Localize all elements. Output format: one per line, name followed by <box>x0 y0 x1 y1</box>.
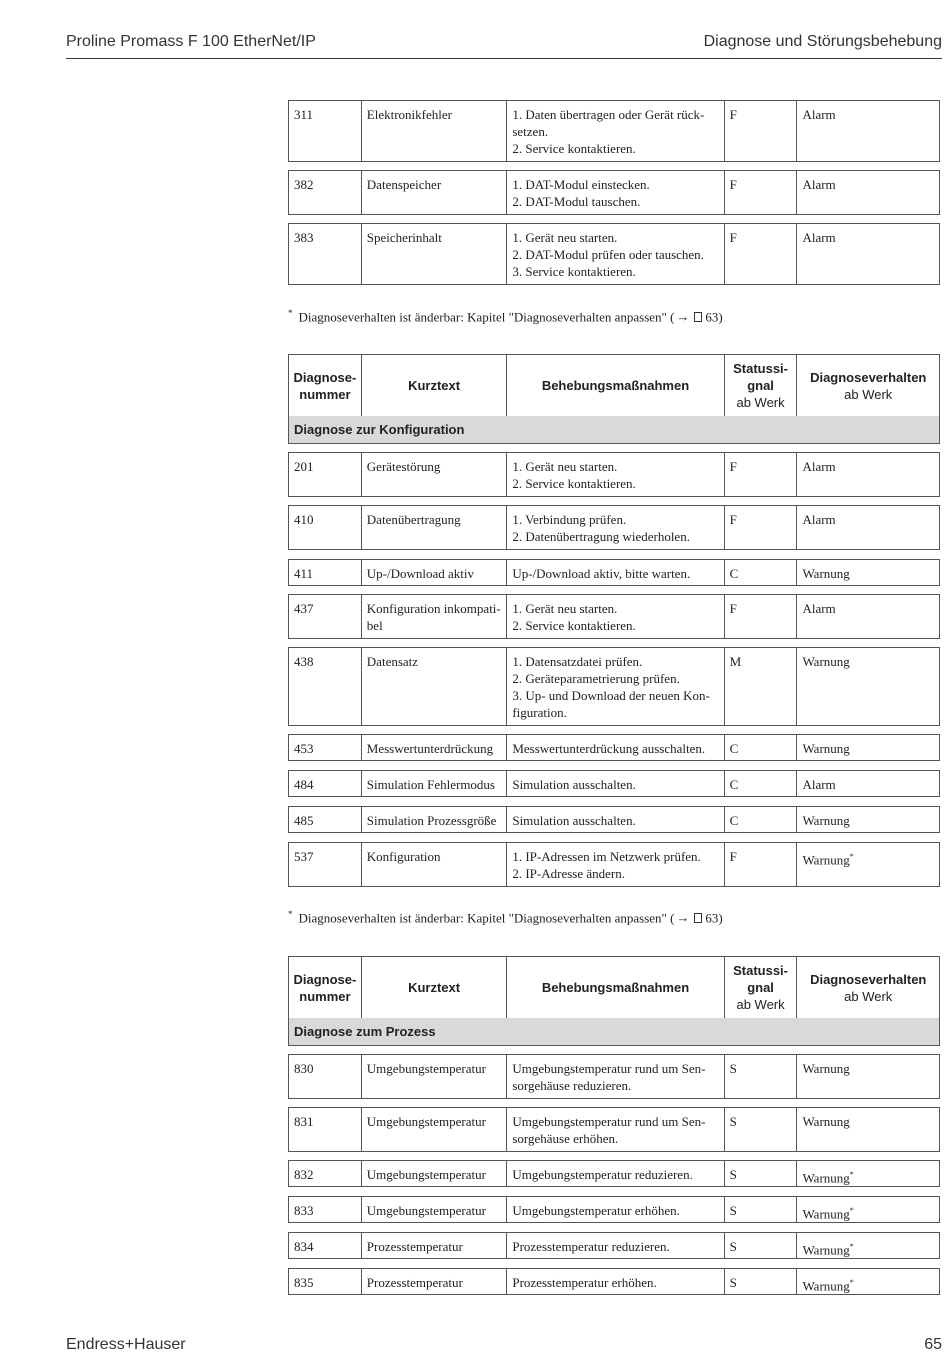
diagnostic-behavior: Warnung <box>802 1170 850 1186</box>
diagnostic-behavior-cell <box>796 506 939 549</box>
diagnosis-number-cell <box>289 560 361 585</box>
remedy-cell <box>506 771 723 796</box>
diagnostic-behavior: Warnung <box>802 654 850 669</box>
status-signal-cell <box>724 1161 797 1186</box>
diagnosis-number: 830 <box>294 1061 314 1076</box>
short-text-line: Konfiguration <box>366 849 441 864</box>
status-signal-cell <box>724 1197 797 1222</box>
diagnosis-number-cell <box>289 1197 361 1222</box>
diagnosis-number-cell <box>289 1108 361 1151</box>
table-row <box>288 770 940 797</box>
header-diagnostic-behavior <box>796 355 939 416</box>
header-line: Diagnose- <box>293 971 357 987</box>
diagnosis-number: 831 <box>294 1114 314 1129</box>
diagnosis-number: 537 <box>294 849 314 864</box>
status-signal-cell <box>724 648 797 725</box>
diagnostic-behavior: Alarm <box>802 512 836 527</box>
header-line: Kurztext <box>408 378 461 393</box>
remedy-line: Prozesstemperatur erhöhen. <box>512 1275 657 1290</box>
status-signal: C <box>729 777 739 792</box>
footnote-star: * <box>288 909 293 919</box>
diagnosis-number: 438 <box>294 654 314 669</box>
remedy-line: sorgehäuse reduzieren. <box>512 1078 632 1093</box>
remedy-line: Prozesstemperatur reduzieren. <box>512 1239 670 1254</box>
diagnostic-behavior: Warnung <box>802 1242 850 1258</box>
section-title: Diagnose zur Konfiguration <box>288 416 940 444</box>
header-diagnosis-number <box>289 355 361 416</box>
page-number: 65 <box>924 1336 942 1353</box>
status-signal-cell <box>724 1269 797 1294</box>
remedy-line: sorgehäuse erhöhen. <box>512 1131 619 1146</box>
diagnostic-behavior: Alarm <box>802 777 836 792</box>
short-text-cell <box>361 595 507 638</box>
header-status-signal <box>724 355 797 416</box>
diagnosis-number-cell <box>289 735 361 760</box>
page-reference-icon <box>694 312 702 322</box>
remedy-cell <box>506 843 723 886</box>
remedy-line: 1. IP-Adressen im Netzwerk prüfen. <box>512 849 701 864</box>
short-text-line: Datenübertragung <box>366 512 461 527</box>
diagnostic-behavior: Alarm <box>802 601 836 616</box>
status-signal-cell <box>724 735 797 760</box>
diagnosis-number-cell <box>289 506 361 549</box>
header-line: gnal <box>747 980 774 995</box>
status-signal-cell <box>724 224 797 284</box>
remedy-cell <box>506 648 723 725</box>
status-signal: S <box>729 1203 737 1218</box>
status-signal: F <box>729 512 737 527</box>
diagnosis-number-cell <box>289 171 361 214</box>
company-name: Endress+Hauser <box>66 1336 186 1353</box>
arrow-icon: → <box>676 910 690 926</box>
remedy-cell <box>506 1161 723 1186</box>
diagnostic-behavior: Warnung <box>802 852 850 868</box>
remedy-cell <box>506 453 723 496</box>
header-line: Kurztext <box>408 980 461 995</box>
diagnostic-behavior-cell <box>796 224 939 284</box>
table-row <box>288 559 940 586</box>
short-text-cell <box>361 735 507 760</box>
footnote-marker: * <box>849 1242 854 1251</box>
diagnosis-number: 484 <box>294 777 314 792</box>
diagnostic-behavior: Alarm <box>802 230 836 245</box>
diagnosis-number-cell <box>289 1161 361 1186</box>
diagnosis-number-cell <box>289 807 361 832</box>
remedy-cell <box>506 807 723 832</box>
remedy-line: 1. Gerät neu starten. <box>512 601 618 616</box>
diagnosis-number: 835 <box>294 1275 314 1290</box>
status-signal: S <box>729 1239 737 1254</box>
remedy-cell <box>506 1269 723 1294</box>
short-text-line: Messwertunterdrückung <box>366 741 494 756</box>
status-signal-cell <box>724 453 797 496</box>
header-line: Behebungsmaßnahmen <box>541 980 690 995</box>
footnote-marker: * <box>849 852 854 861</box>
short-text-line: Gerätestörung <box>366 459 441 474</box>
remedy-line: 1. Daten übertragen oder Gerät rück- <box>512 107 705 122</box>
remedy-line: Umgebungstemperatur reduzieren. <box>512 1167 693 1182</box>
remedy-line: 2. Service kontaktieren. <box>512 618 636 633</box>
diagnosis-number-cell <box>289 453 361 496</box>
status-signal: S <box>729 1167 737 1182</box>
header-line: Statussi- <box>733 361 788 376</box>
remedy-line: 1. Gerät neu starten. <box>512 230 618 245</box>
diagnostic-behavior: Warnung <box>802 1114 850 1129</box>
short-text-cell <box>361 1161 507 1186</box>
diagnostic-behavior: Warnung <box>802 566 850 581</box>
document-title: Proline Promass F 100 EtherNet/IP <box>66 33 316 50</box>
short-text-cell <box>361 771 507 796</box>
remedy-cell <box>506 1197 723 1222</box>
remedy-cell <box>506 595 723 638</box>
diagnosis-number: 833 <box>294 1203 314 1218</box>
diagnostic-behavior-cell <box>796 1055 939 1098</box>
short-text-cell <box>361 843 507 886</box>
short-text-line: Simulation Prozessgröße <box>366 813 497 828</box>
diagnosis-number: 201 <box>294 459 314 474</box>
footnote-marker: * <box>849 1170 854 1179</box>
header-line: gnal <box>747 378 774 393</box>
diagnosis-number-cell <box>289 843 361 886</box>
status-signal-cell <box>724 595 797 638</box>
status-signal-cell <box>724 1108 797 1151</box>
diagnosis-number: 834 <box>294 1239 314 1254</box>
header-line: Diagnoseverhalten <box>810 369 927 385</box>
diagnosis-number-cell <box>289 648 361 725</box>
header-subline: ab Werk <box>736 395 785 410</box>
short-text-line: Elektronikfehler <box>366 107 452 122</box>
short-text-line: Prozesstemperatur <box>366 1239 463 1254</box>
short-text-cell <box>361 560 507 585</box>
remedy-cell <box>506 1055 723 1098</box>
remedy-cell <box>506 1233 723 1258</box>
status-signal: F <box>729 177 737 192</box>
table-row <box>288 170 940 215</box>
footnote-star: * <box>288 308 293 318</box>
short-text-line: Umgebungstemperatur <box>366 1114 486 1129</box>
status-signal: M <box>729 654 742 669</box>
status-signal-cell <box>724 171 797 214</box>
remedy-line: 1. Gerät neu starten. <box>512 459 618 474</box>
table-row <box>288 452 940 497</box>
status-signal: F <box>729 459 737 474</box>
short-text-line: Datensatz <box>366 654 419 669</box>
header-line: Diagnose- <box>293 369 357 385</box>
status-signal-cell <box>724 506 797 549</box>
table-row <box>288 1232 940 1259</box>
header-short-text <box>361 957 507 1018</box>
remedy-cell <box>506 1108 723 1151</box>
remedy-line: figuration. <box>512 705 567 720</box>
status-signal-cell <box>724 771 797 796</box>
header-subline: ab Werk <box>844 386 893 402</box>
diagnostic-behavior-cell <box>796 1108 939 1151</box>
footnote-marker: * <box>849 1206 854 1215</box>
diagnostic-behavior-cell <box>796 735 939 760</box>
diagnostic-behavior-cell <box>796 453 939 496</box>
remedy-line: 1. Datensatzdatei prüfen. <box>512 654 643 669</box>
remedy-cell <box>506 560 723 585</box>
diagnostic-behavior-cell <box>796 171 939 214</box>
short-text-cell <box>361 453 507 496</box>
diagnostic-behavior: Alarm <box>802 459 836 474</box>
diagnostic-behavior-cell <box>796 101 939 161</box>
header-line: Statussi- <box>733 963 788 978</box>
table-header <box>288 354 940 417</box>
short-text-line: Simulation Fehlermodus <box>366 777 495 792</box>
table-row <box>288 1160 940 1187</box>
remedy-line: 2. DAT-Modul tauschen. <box>512 194 641 209</box>
status-signal-cell <box>724 560 797 585</box>
diagnostic-behavior: Alarm <box>802 107 836 122</box>
status-signal: S <box>729 1275 737 1290</box>
remedy-line: 1. Verbindung prüfen. <box>512 512 627 527</box>
footnote <box>288 909 723 926</box>
remedy-line: Umgebungstemperatur erhöhen. <box>512 1203 680 1218</box>
status-signal-cell <box>724 1055 797 1098</box>
header-line: nummer <box>299 988 351 1004</box>
remedy-line: 2. Service kontaktieren. <box>512 476 636 491</box>
short-text-line: Konfiguration inkompati- <box>366 601 501 616</box>
header-status-signal <box>724 957 797 1018</box>
status-signal: S <box>729 1114 737 1129</box>
remedy-line: Simulation ausschalten. <box>512 813 636 828</box>
status-signal-cell <box>724 843 797 886</box>
header-short-text <box>361 355 507 416</box>
status-signal-cell <box>724 1233 797 1258</box>
remedy-line: Up-/Download aktiv, bitte warten. <box>512 566 691 581</box>
header-remedy <box>506 957 723 1018</box>
remedy-line: Umgebungstemperatur rund um Sen- <box>512 1061 706 1076</box>
table-row <box>288 842 940 887</box>
diagnosis-number-cell <box>289 1269 361 1294</box>
remedy-cell <box>506 224 723 284</box>
header-diagnostic-behavior <box>796 957 939 1018</box>
diagnostic-behavior: Warnung <box>802 741 850 756</box>
remedy-cell <box>506 101 723 161</box>
footnote <box>288 308 723 325</box>
short-text-cell <box>361 807 507 832</box>
short-text-line: Umgebungstemperatur <box>366 1167 486 1182</box>
header-line: Diagnoseverhalten <box>810 971 927 987</box>
short-text-cell <box>361 1197 507 1222</box>
diagnosis-number: 383 <box>294 230 314 245</box>
short-text-cell <box>361 1269 507 1294</box>
header-diagnosis-number <box>289 957 361 1018</box>
status-signal: F <box>729 107 737 122</box>
footnote-page: 63) <box>705 910 723 926</box>
status-signal-cell <box>724 101 797 161</box>
diagnostic-behavior: Warnung <box>802 813 850 828</box>
diagnostic-behavior-cell <box>796 595 939 638</box>
diagnosis-number-cell <box>289 1233 361 1258</box>
short-text-line: Up-/Download aktiv <box>366 566 475 581</box>
diagnosis-number: 411 <box>294 566 314 581</box>
footnote-marker: * <box>849 1278 854 1287</box>
status-signal-cell <box>724 807 797 832</box>
status-signal: F <box>729 849 737 864</box>
table-row <box>288 223 940 285</box>
diagnostic-behavior-cell <box>796 560 939 585</box>
diagnostic-behavior-cell <box>796 771 939 796</box>
remedy-line: 2. Service kontaktieren. <box>512 141 636 156</box>
footnote-text: Diagnoseverhalten ist änderbar: Kapitel "Diagnoseverhalten anpassen" ( <box>298 309 675 325</box>
short-text-cell <box>361 648 507 725</box>
diagnostic-behavior-cell <box>796 1269 939 1294</box>
remedy-line: 3. Up- und Download der neuen Kon- <box>512 688 710 703</box>
remedy-line: 2. DAT-Modul prüfen oder tauschen. <box>512 247 704 262</box>
remedy-line: 2. Geräteparametrierung prüfen. <box>512 671 680 686</box>
short-text-line: bel <box>366 618 383 633</box>
diagnostic-behavior: Alarm <box>802 177 836 192</box>
diagnosis-number-cell <box>289 1055 361 1098</box>
short-text-line: Prozesstemperatur <box>366 1275 463 1290</box>
status-signal: C <box>729 813 739 828</box>
short-text-line: Umgebungstemperatur <box>366 1203 486 1218</box>
footnote-text: Diagnoseverhalten ist änderbar: Kapitel "Diagnoseverhalten anpassen" ( <box>298 910 675 926</box>
remedy-line: 2. IP-Adresse ändern. <box>512 866 625 881</box>
table-row <box>288 505 940 550</box>
diagnostic-behavior: Warnung <box>802 1278 850 1294</box>
diagnostic-behavior-cell <box>796 1233 939 1258</box>
remedy-cell <box>506 506 723 549</box>
remedy-cell <box>506 735 723 760</box>
section-title: Diagnose zum Prozess <box>288 1018 940 1046</box>
table-row <box>288 1268 940 1295</box>
arrow-icon: → <box>676 309 690 325</box>
remedy-line: Umgebungstemperatur rund um Sen- <box>512 1114 706 1129</box>
remedy-line: 1. DAT-Modul einstecken. <box>512 177 650 192</box>
short-text-cell <box>361 1233 507 1258</box>
page-header <box>66 33 942 59</box>
short-text-cell <box>361 171 507 214</box>
remedy-line: 3. Service kontaktieren. <box>512 264 636 279</box>
header-subline: ab Werk <box>844 988 893 1004</box>
remedy-line: Simulation ausschalten. <box>512 777 636 792</box>
status-signal: F <box>729 230 737 245</box>
page-reference-icon <box>694 913 702 923</box>
short-text-cell <box>361 1108 507 1151</box>
table-row <box>288 100 940 162</box>
remedy-cell <box>506 171 723 214</box>
table-row <box>288 1196 940 1223</box>
table-row <box>288 647 940 726</box>
status-signal: C <box>729 741 739 756</box>
status-signal: S <box>729 1061 737 1076</box>
diagnosis-number-cell <box>289 595 361 638</box>
header-subline: ab Werk <box>736 997 785 1012</box>
short-text-cell <box>361 224 507 284</box>
chapter-title: Diagnose und Störungsbehebung <box>703 33 942 50</box>
diagnosis-number: 485 <box>294 813 314 828</box>
diagnosis-number-cell <box>289 771 361 796</box>
table-row <box>288 1054 940 1099</box>
table-row <box>288 594 940 639</box>
diagnosis-number: 382 <box>294 177 314 192</box>
remedy-line: setzen. <box>512 124 549 139</box>
short-text-line: Speicherinhalt <box>366 230 442 245</box>
diagnosis-number: 311 <box>294 107 314 122</box>
diagnosis-number: 410 <box>294 512 314 527</box>
header-remedy <box>506 355 723 416</box>
footnote-page: 63) <box>705 309 723 325</box>
header-line: nummer <box>299 386 351 402</box>
diagnosis-number-cell <box>289 224 361 284</box>
diagnostic-behavior-cell <box>796 1197 939 1222</box>
remedy-line: Messwertunterdrückung ausschalten. <box>512 741 706 756</box>
diagnostic-behavior-cell <box>796 843 939 886</box>
table-row <box>288 806 940 833</box>
diagnostic-behavior-cell <box>796 807 939 832</box>
diagnosis-number: 832 <box>294 1167 314 1182</box>
short-text-cell <box>361 506 507 549</box>
table-row <box>288 1107 940 1152</box>
diagnosis-number: 437 <box>294 601 314 616</box>
short-text-cell <box>361 1055 507 1098</box>
diagnostic-behavior: Warnung <box>802 1206 850 1222</box>
table-header <box>288 956 940 1019</box>
diagnosis-number: 453 <box>294 741 314 756</box>
status-signal: F <box>729 601 737 616</box>
status-signal: C <box>729 566 739 581</box>
short-text-cell <box>361 101 507 161</box>
diagnosis-number-cell <box>289 101 361 161</box>
table-row <box>288 734 940 761</box>
short-text-line: Umgebungstemperatur <box>366 1061 486 1076</box>
diagnostic-behavior: Warnung <box>802 1061 850 1076</box>
remedy-line: 2. Datenübertragung wiederholen. <box>512 529 690 544</box>
diagnostic-behavior-cell <box>796 648 939 725</box>
diagnostic-behavior-cell <box>796 1161 939 1186</box>
short-text-line: Datenspeicher <box>366 177 442 192</box>
header-line: Behebungsmaßnahmen <box>541 378 690 393</box>
